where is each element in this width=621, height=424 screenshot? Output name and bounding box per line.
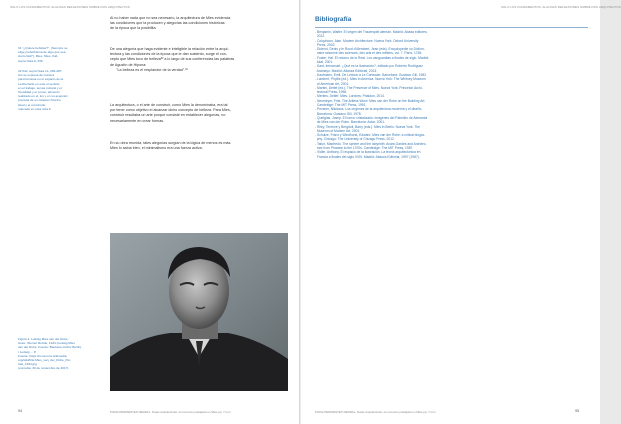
bibliography-entry: - Kaufmann, Emil. De Ledoux a Le Corbusier. Barcelona: Gustavo Gili, 1982.	[315, 72, 427, 77]
bibliography-entry: naire raisonné des sciences, des arts et des métiers, vol. 7. París, 1765.	[315, 51, 423, 56]
bibliography-entry: - Kant, Immanuel. ¿Qué es la Ilustración?, editado por Roberto Rodríguez	[315, 64, 423, 69]
portrait-image	[110, 233, 288, 391]
bibliography-entry: Akal, 2001.	[315, 60, 334, 65]
bibliography-rule	[315, 27, 588, 28]
body-paragraph-2: De una alegoría que haga evidente e inteligible la relación entre la arqui- tectura y las condiciones de la época que le dan sustento, surge el con- cepto que Mies tuvo de belleza³² a lo largo de sus conferencias las palabras de Agustín de Hipona: "La belleza es el resplandor de la verdad".³³	[110, 47, 235, 72]
bibliography-entry: - Benjamin, Walter. El origen del Trauerspiel alemán. Madrid: Abada editores,	[315, 30, 428, 34]
figure-caption: Figura 4. Ludwig Mies van der Rohe. Autor: Werner Rohde, 1934 (Ludwig Mies van der Rohe, Fuente: Bauhaus-Archiv Berlin) / Ludwig ... P. Fuente: https://commons.wikimedia. org/wiki/File:Mies_van_der_Rohe_Por- trait_1934.jpg (consulta: 30 de noviembre de 2017)	[18, 337, 82, 371]
bibliography-list	[315, 30, 429, 159]
bibliography-entry: - Martini, Detlef (ed.). The Presence of Mies. Nueva York: Princeton Archi-	[315, 85, 423, 90]
bibliography-entry: - Schulze, Franz y Windhorst, Edward. Mies van der Rohe: a critical biogra-	[315, 133, 425, 138]
bibliography-entry: Press, 2002.	[315, 42, 336, 47]
bibliography-entry: de Mies van der Rohe. Barcelona: Actar, 2001.	[315, 120, 386, 125]
bibliography-entry: Barcelona: Gustavo Gili, 1978.	[315, 111, 362, 116]
bibliography-entry: Museum of Modern Art, 2001.	[315, 128, 361, 133]
bibliography-entry: - Neumeyer, Fritz. The Artless Word: Mies van der Rohe on the Building Art.	[315, 98, 426, 103]
body-paragraph-4: En su obra reunida, tales alegorías surgían de la lógica de menos es más. Mies lo sabía bien, el minimalismo era una fuerza activa.	[110, 141, 232, 151]
bibliography-entry: phy. Chicago: The University of Chicago Press, 2012.	[315, 137, 395, 142]
bibliography-entry: - Vidler, Anthony. El espacio de la ilustración. La teoría arquitectónica en	[315, 150, 421, 155]
footer-left: PIANA PENDIENTES NEDRAL. Notas arquitecturas: el momento paisajista en Mies.pp. 7-nnn	[110, 410, 231, 414]
bibliography-entry: ture from Piranesi to the 1970s. Cambridge: The MIT Press, 1987.	[315, 146, 414, 151]
bibliography-entry: - Pevsner, Nikolaus. Los orígenes de la arquitectura moderna y el diseño.	[315, 107, 423, 112]
footer-right: PIANA PENDIENTES NEDRAL. Notas arquitecturas: el momento paisajista en Mies.pp. 7-nnn	[315, 410, 436, 414]
body-paragraph-1: Al no haber nada que no sea necesario, la arquitectura de Mies evidencia las condiciones que la producen y alegorías las condiciones históricas de la época que la posibilita.	[110, 16, 231, 31]
page-number-right: 95	[575, 409, 579, 413]
bibliography-entry: - Lambert, Phyllis (ed.). Mies in America. Nueva York: The Whitney Museum	[315, 77, 426, 82]
bibliography-entry: Aramayo. Madrid: Alianza Editorial, 2013.	[315, 68, 378, 73]
footnote-31: 31 "¿Quiere bebidas?", (Siempre se elige preferiblemente algo que sea cierto fácil"), Mies. Mies. Ibid., supra Nota 9, 336.	[18, 46, 68, 63]
bibliography-entry: 2012.	[315, 34, 326, 39]
bibliography-entry: tectural Press, 1996.	[315, 90, 348, 95]
bibliography-entry: - Mertins, Detlef. Mies. Londres: Phaidon, 2014.	[315, 94, 385, 99]
bibliography-title: Bibliografía	[315, 16, 352, 23]
body-paragraph-3: La arquitectura, o el arte de construir, como Mies la denominaba, era tal por tener como objetivo el alcanzar dicho concepto de belleza. Para Mies, construir resultaba un arte porque consiste en establecer alegorías, no necesariamente en crear formas.	[110, 103, 231, 123]
bibliography-entry: - Tafuri, Manfredo. The sphere and the labyrinth: Avant-Gardes and Architec-	[315, 141, 427, 146]
bibliography-entry: Cambridge: The MIT Press, 1991.	[315, 103, 367, 108]
footnote-32: 32 Ibid, supra Nota 14, 284-287. Así se expresa de manera parsimoniosa en el espacio de la La Rochelle en este el sentido en el trabajo, temas cultural y el Tonalidad y el comer, alimento realizado en el, los y en su acepción precaria de un carácter hitorico ideal y el construido marcado en esta nota 9.	[18, 69, 68, 111]
bibliography-entry: - Colquhoun, Alan. Modern Architecture. Nueva York: Oxford University	[315, 38, 419, 43]
left-page	[0, 0, 299, 424]
page-number-left: 94	[18, 409, 22, 413]
bibliography-entry: of American Art, 2001.	[315, 81, 350, 86]
running-head-left: SOLO LOS FUNDAMENTOS: ALGUNAS REFLEXIONES SOBRE DOS ARQUITECTOS	[10, 5, 130, 9]
portrait-photo	[110, 233, 288, 391]
running-head-right: SOLO LOS FUNDAMENTOS: ALGUNAS REFLEXIONES SOBRE DOS ARQUITECTOS	[501, 5, 621, 9]
bibliography-entry: Francia a finales del siglo XVIII. Madrid: Alianza Editorial, 1997 (1987).	[315, 154, 420, 159]
bibliography-entry: - Foster, Hal. El retorno de lo Real. Los vanguardias a finales de siglo. Madrid:	[315, 55, 430, 60]
bibliography-entry: - Riley, Terence y Bergdoll, Barry (eds.). Mies in Berlin. Nueva York: The	[315, 124, 420, 129]
bibliography-entry: - Diderot, Denis y le Rond d'Alembert, Jean (eds). Encyclopédie ou Diction-	[315, 47, 425, 52]
bibliography-entry: - Quetglas, Josep. El horror cristalizado: Imágenes del Pabellón de Alemania	[315, 115, 428, 120]
